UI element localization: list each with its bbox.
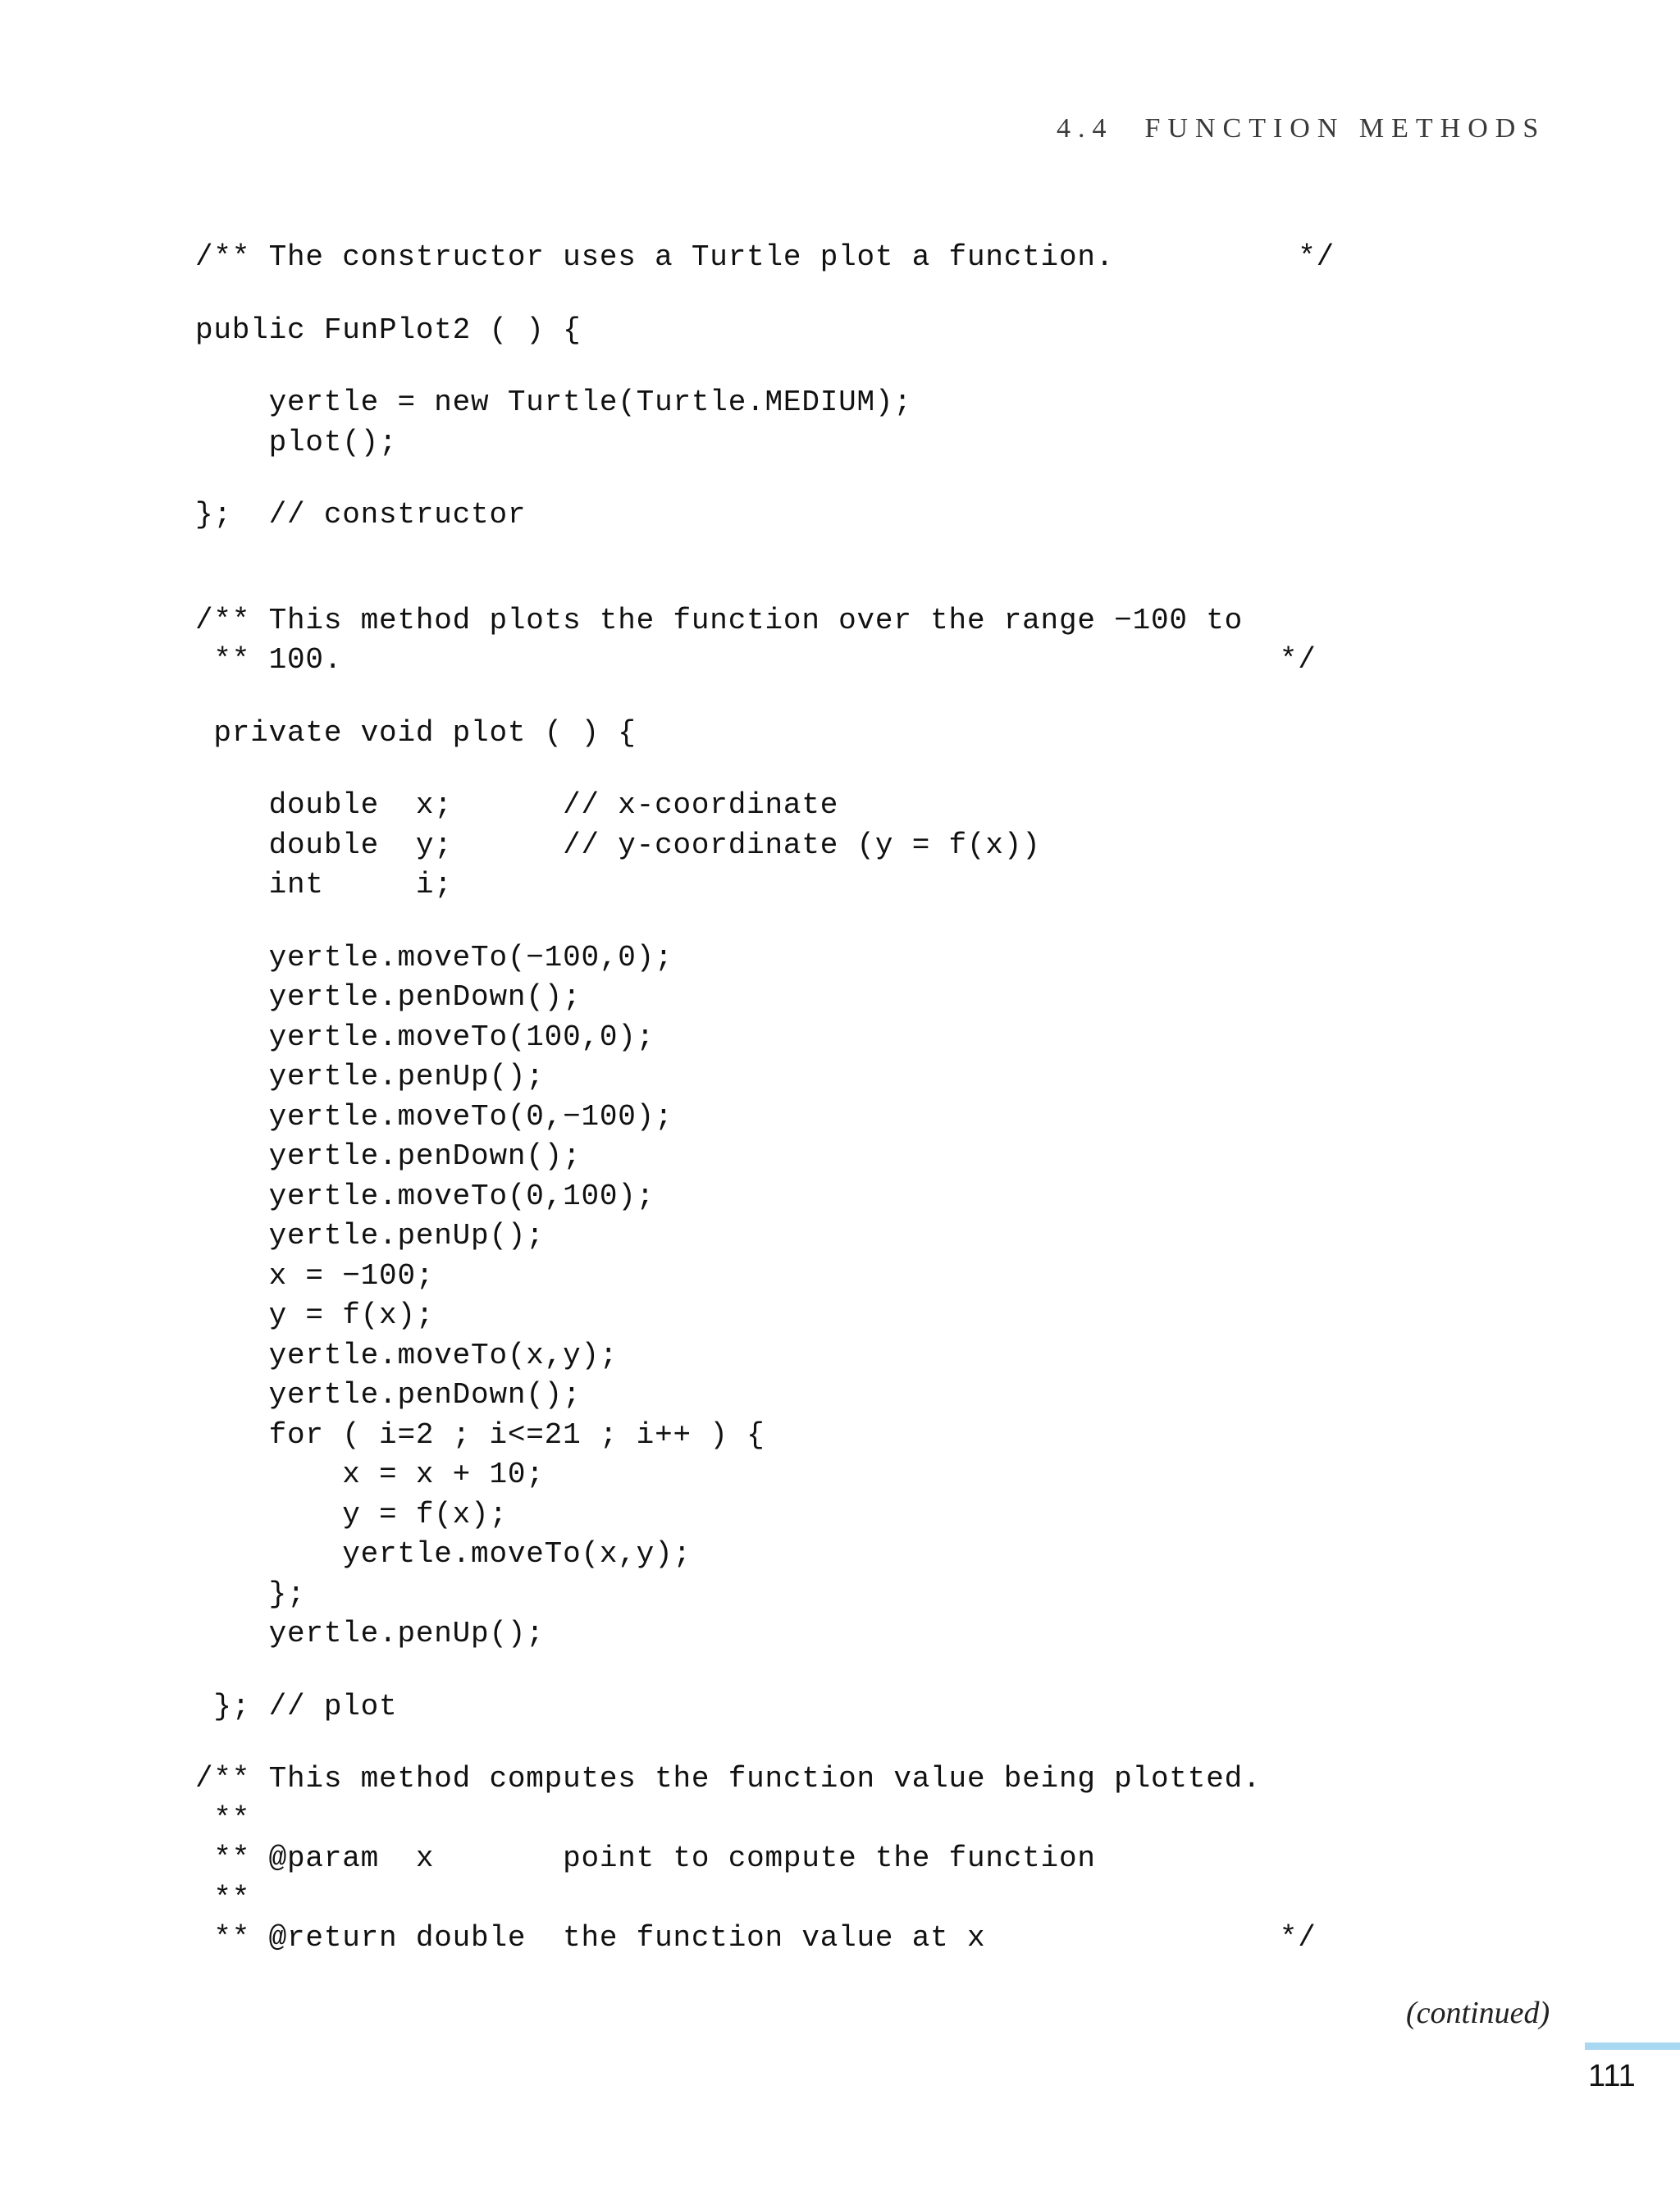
code-line: yertle.penUp();	[195, 1219, 545, 1253]
code-line: double x; // x-coordinate	[195, 788, 839, 822]
code-line: yertle.moveTo(100,0);	[195, 1020, 655, 1054]
code-line: ** 100. */	[195, 643, 1317, 677]
code-line: x = x + 10;	[195, 1458, 545, 1491]
code-blank-line	[195, 463, 1335, 495]
code-line: ** @return double the function value at x */	[195, 1921, 1317, 1955]
code-line: /** This method plots the function over the range −100 to	[195, 603, 1243, 637]
code-line: private void plot ( ) {	[195, 715, 637, 750]
code-blank-line	[195, 753, 1335, 786]
page-number: 111	[1588, 2059, 1636, 2093]
code-line: for ( i=2 ; i<=21 ; i++ ) {	[195, 1417, 765, 1452]
code-blank-line	[195, 536, 1335, 568]
code-line: yertle.penDown();	[195, 1378, 582, 1412]
code-line: };	[195, 1577, 306, 1611]
code-line: }; // constructor	[195, 498, 527, 532]
code-line: yertle.penUp();	[195, 1060, 545, 1093]
code-line: double y; // y-coordinate (y = f(x))	[195, 828, 1041, 862]
code-line: **	[195, 1801, 251, 1836]
code-line: yertle.moveTo(−100,0);	[195, 940, 673, 974]
page-number-rule	[1585, 2042, 1680, 2050]
code-blank-line	[195, 350, 1335, 383]
running-head	[1057, 113, 1545, 144]
code-line: yertle.moveTo(x,y);	[195, 1537, 692, 1571]
code-line: x = −100;	[195, 1258, 435, 1293]
code-line: yertle.moveTo(x,y);	[195, 1338, 619, 1372]
code-line: /** This method computes the function value being plotted.	[195, 1762, 1262, 1796]
code-line: yertle.penDown();	[195, 1139, 582, 1173]
code-blank-line	[195, 906, 1335, 938]
code-line: yertle.moveTo(0,−100);	[195, 1099, 673, 1134]
code-blank-line	[195, 568, 1335, 601]
code-line: plot();	[195, 425, 398, 459]
code-blank-line	[195, 1727, 1335, 1759]
code-line: public FunPlot2 ( ) {	[195, 313, 582, 347]
code-line: yertle.penDown();	[195, 980, 582, 1014]
code-line: }; // plot	[195, 1689, 398, 1723]
code-line: yertle.moveTo(0,100);	[195, 1179, 655, 1213]
code-line: yertle = new Turtle(Turtle.MEDIUM);	[195, 386, 912, 419]
code-line: **	[195, 1881, 251, 1915]
code-listing	[195, 238, 1335, 1959]
code-line: /** The constructor uses a Turtle plot a function. */	[195, 240, 1335, 274]
code-line: ** @param x point to compute the function	[195, 1842, 1096, 1875]
code-line: y = f(x);	[195, 1497, 508, 1531]
section-number: 4.4	[1057, 113, 1114, 144]
section-title: FUNCTION METHODS	[1144, 113, 1546, 144]
code-blank-line	[195, 1654, 1335, 1687]
continued-note: (continued)	[1406, 1996, 1550, 2030]
code-blank-line	[195, 278, 1335, 311]
code-blank-line	[195, 681, 1335, 714]
code-line: int i;	[195, 868, 453, 901]
code-line: y = f(x);	[195, 1298, 435, 1332]
code-line: yertle.penUp();	[195, 1617, 545, 1650]
